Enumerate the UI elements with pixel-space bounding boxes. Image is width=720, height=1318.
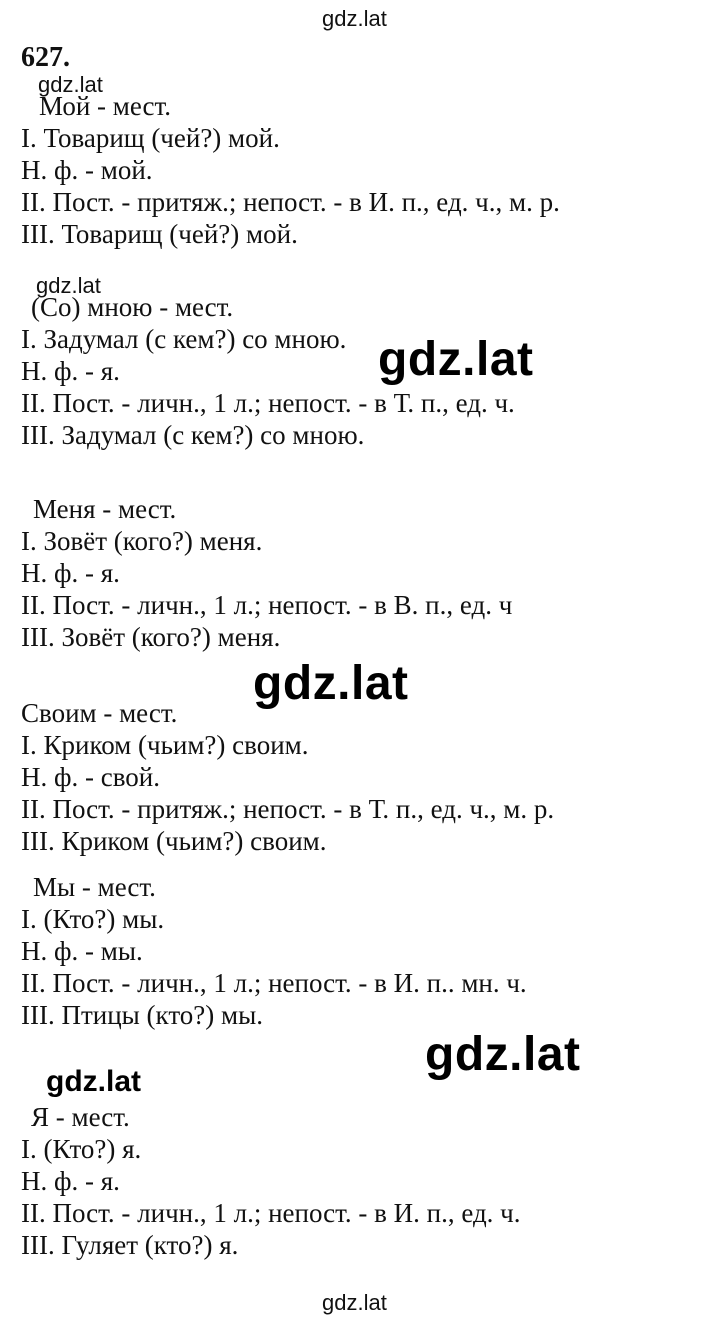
block-line: III. Гуляет (кто?) я. (21, 1230, 239, 1260)
watermark-small-2: gdz.lat (36, 273, 101, 298)
block-line: I. Задумал (с кем?) со мною. (21, 324, 347, 354)
watermark-small-1: gdz.lat (38, 72, 103, 97)
block-line: III. Товарищ (чей?) мой. (21, 219, 298, 249)
block-line: Н. ф. - мой. (21, 155, 153, 185)
block-line: II. Пост. - притяж.; непост. - в Т. п., ед. ч., м. р. (21, 794, 555, 824)
analysis-block-my (21, 871, 527, 1031)
block-line: I. Товарищ (чей?) мой. (21, 123, 280, 153)
exercise-number: 627. (21, 42, 70, 73)
watermark-big-4: gdz.lat (46, 1065, 141, 1098)
analysis-block-ya (21, 1101, 521, 1261)
block-line: I. (Кто?) я. (21, 1134, 142, 1164)
block-line: III. Задумал (с кем?) со мною. (21, 420, 365, 450)
watermark-bottom: gdz.lat (322, 1290, 387, 1315)
block-line: III. Криком (чьим?) своим. (21, 826, 327, 856)
block-heading: Своим - мест. (21, 698, 178, 728)
block-line: II. Пост. - личн., 1 л.; непост. - в Т. п., ед. ч. (21, 388, 515, 418)
block-line: II. Пост. - личн., 1 л.; непост. - в В. п., ед. ч (21, 590, 513, 620)
block-heading: Мой - мест. (39, 91, 172, 121)
block-heading: (Со) мною - мест. (31, 292, 234, 322)
watermark-big-2: gdz.lat (253, 657, 409, 710)
block-line: II. Пост. - личн., 1 л.; непост. - в И. п., ед. ч. (21, 1198, 521, 1228)
analysis-block-moi (21, 90, 560, 250)
block-line: II. Пост. - притяж.; непост. - в И. п., ед. ч., м. р. (21, 187, 560, 217)
block-line: III. Птицы (кто?) мы. (21, 1000, 263, 1030)
watermark-big-3: gdz.lat (425, 1028, 581, 1081)
analysis-block-menya (21, 493, 512, 653)
block-heading: Мы - мест. (33, 872, 156, 902)
block-line: II. Пост. - личн., 1 л.; непост. - в И. п.. мн. ч. (21, 968, 527, 998)
block-line: I. Криком (чьим?) своим. (21, 730, 309, 760)
analysis-block-svoim (21, 697, 554, 857)
watermark-big-1: gdz.lat (378, 333, 534, 386)
block-heading: Меня - мест. (33, 494, 177, 524)
block-line: Н. ф. - мы. (21, 936, 143, 966)
block-heading: Я - мест. (31, 1102, 130, 1132)
block-line: Н. ф. - я. (21, 356, 120, 386)
block-line: Н. ф. - я. (21, 1166, 120, 1196)
watermark-top: gdz.lat (322, 6, 387, 31)
block-line: I. (Кто?) мы. (21, 904, 165, 934)
block-line: Н. ф. - свой. (21, 762, 160, 792)
block-line: Н. ф. - я. (21, 558, 120, 588)
block-line: I. Зовёт (кого?) меня. (21, 526, 263, 556)
block-line: III. Зовёт (кого?) меня. (21, 622, 281, 652)
